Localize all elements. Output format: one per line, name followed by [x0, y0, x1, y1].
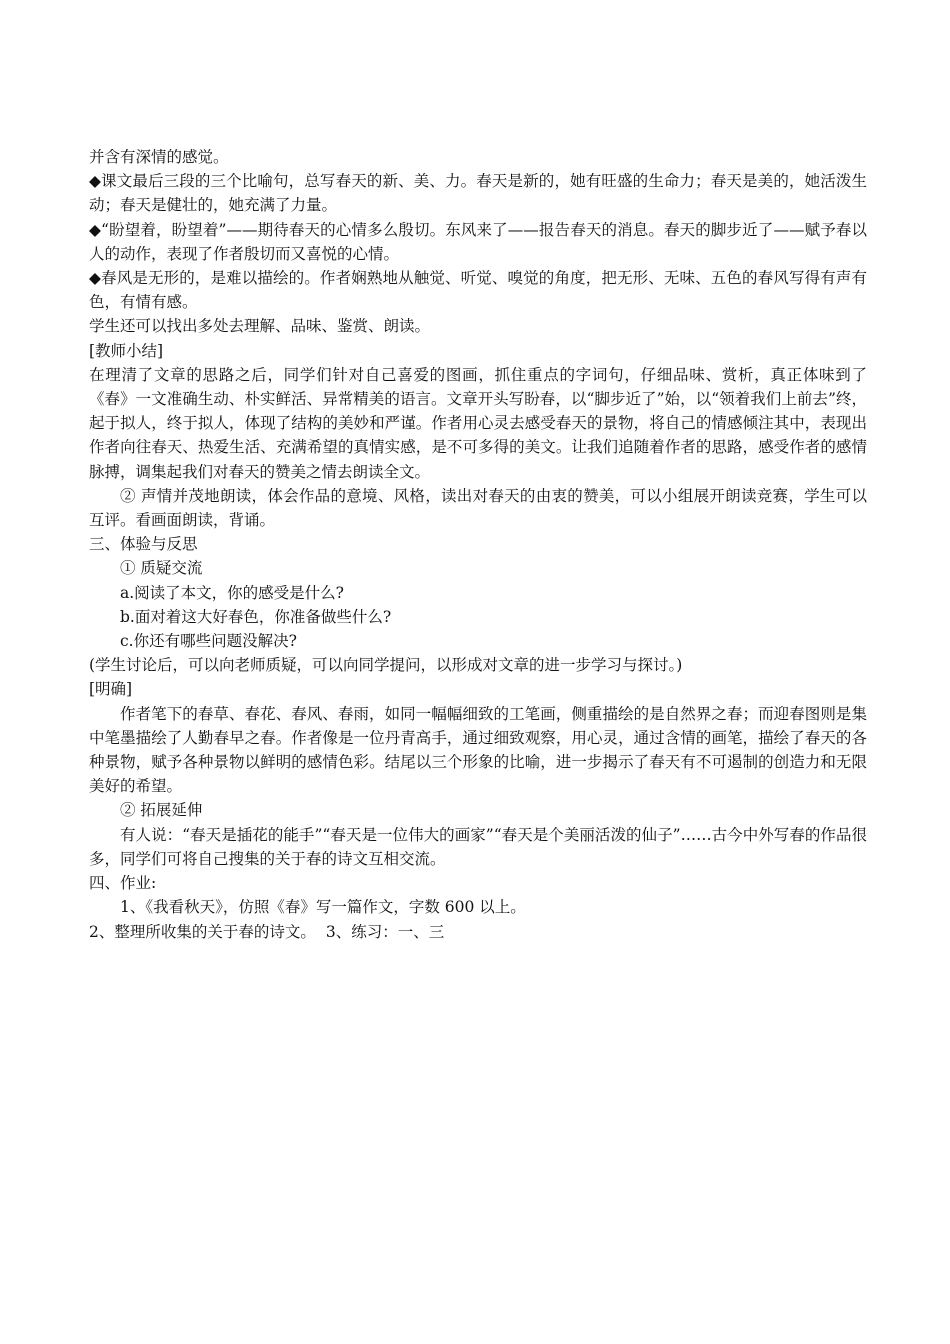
- question-item-b: b.面对着这大好春色，你准备做些什么?: [120, 607, 392, 626]
- heading-section-three: 三、体验与反思: [89, 535, 198, 554]
- heading-homework: 四、作业:: [89, 874, 157, 893]
- paragraph-reading-aloud: ② 声情并茂地朗读，体会作品的意境、风格，读出对春天的由衷的赞美，可以小组展开朗读竞赛，学生可以互评。看画面朗读，背诵。: [89, 486, 867, 530]
- paragraph-clarification: 作者笔下的春草、春花、春风、春雨，如同一幅幅细致的工笔画，侧重描绘的是自然界之春；而迎春图则是集中笔墨描绘了人勤春早之春。作者像是一位丹青高手，通过细致观察，用心灵，通过含情的画笔，描绘了春天的各种景物，赋予各种景物以鲜明的感情色彩。结尾以三个形象的比喻，进一步揭示了春天有不可遏制的创造力和无限美好的希望。: [89, 704, 867, 796]
- document-page: [89, 145, 867, 944]
- homework-items-2-3: [89, 920, 867, 944]
- paragraph-metaphor-analysis: ◆课文最后三段的三个比喻句，总写春天的新、美、力。春天是新的，她有旺盛的生命力；春天是美的，她活泼生动；春天是健壮的，她充满了力量。: [89, 172, 867, 215]
- paragraph-extension: 有人说：“春天是插花的能手”“春天是一位伟大的画家”“春天是个美丽活泼的仙子”……古今中外写春的作品很多，同学们可将自己搜集的关于春的诗文互相交流。: [89, 825, 867, 868]
- question-item-a: a.阅读了本文，你的感受是什么?: [120, 583, 344, 602]
- paragraph-spring-wind-analysis: ◆春风是无形的，是难以描绘的。作者娴熟地从触觉、听觉、嗅觉的角度，把无形、无味、五色的春风写得有声有色，有情有感。: [89, 269, 867, 312]
- paragraph-teacher-summary: 在理清了文章的思路之后，同学们针对自己喜爱的图画，抓住重点的字词句，仔细品味、赏析，真正体味到了《春》一文准确生动、朴实鲜活、异常精美的语言。文章开头写盼春，以“脚步近了”始，以“领着我们上前去”终，起于拟人，终于拟人，体现了结构的美妙和严谨。作者用心灵去感受春天的景物，将自己的情感倾注其中，表现出作者向往春天、热爱生活、充满希望的真情实感，是不可多得的美文。让我们追随着作者的思路，感受作者的感情脉搏，调集起我们对春天的赞美之情去朗读全文。: [89, 365, 867, 481]
- heading-teacher-summary: [教师小结]: [89, 341, 164, 360]
- paragraph-intro-tail: 并含有深情的感觉。: [89, 148, 229, 166]
- heading-extension: ② 拓展延伸: [120, 801, 203, 820]
- heading-clarification: [明确]: [89, 680, 133, 699]
- paragraph-discussion-note: (学生讨论后，可以向老师质疑，可以向同学提问，以形成对文章的进一步学习与探讨。): [89, 656, 683, 675]
- paragraph-longing-analysis: ◆“盼望着，盼望着”——期待春天的心情多么殷切。东风来了——报告春天的消息。春天的脚步近了——赋予春以人的动作，表现了作者殷切而又喜悦的心情。: [89, 220, 867, 263]
- homework-item-1: 1、《我看秋天》，仿照《春》写一篇作文，字数 600 以上。: [120, 898, 526, 917]
- paragraph-student-task: 学生还可以找出多处去理解、品味、鉴赏、朗读。: [89, 317, 431, 336]
- heading-question-exchange: ① 质疑交流: [120, 559, 203, 578]
- question-item-c: c.你还有哪些问题没解决?: [120, 632, 297, 651]
- homework-item-3: 3、练习：一、三: [325, 922, 445, 941]
- homework-item-2: 2、整理所收集的关于春的诗文。: [89, 922, 316, 941]
